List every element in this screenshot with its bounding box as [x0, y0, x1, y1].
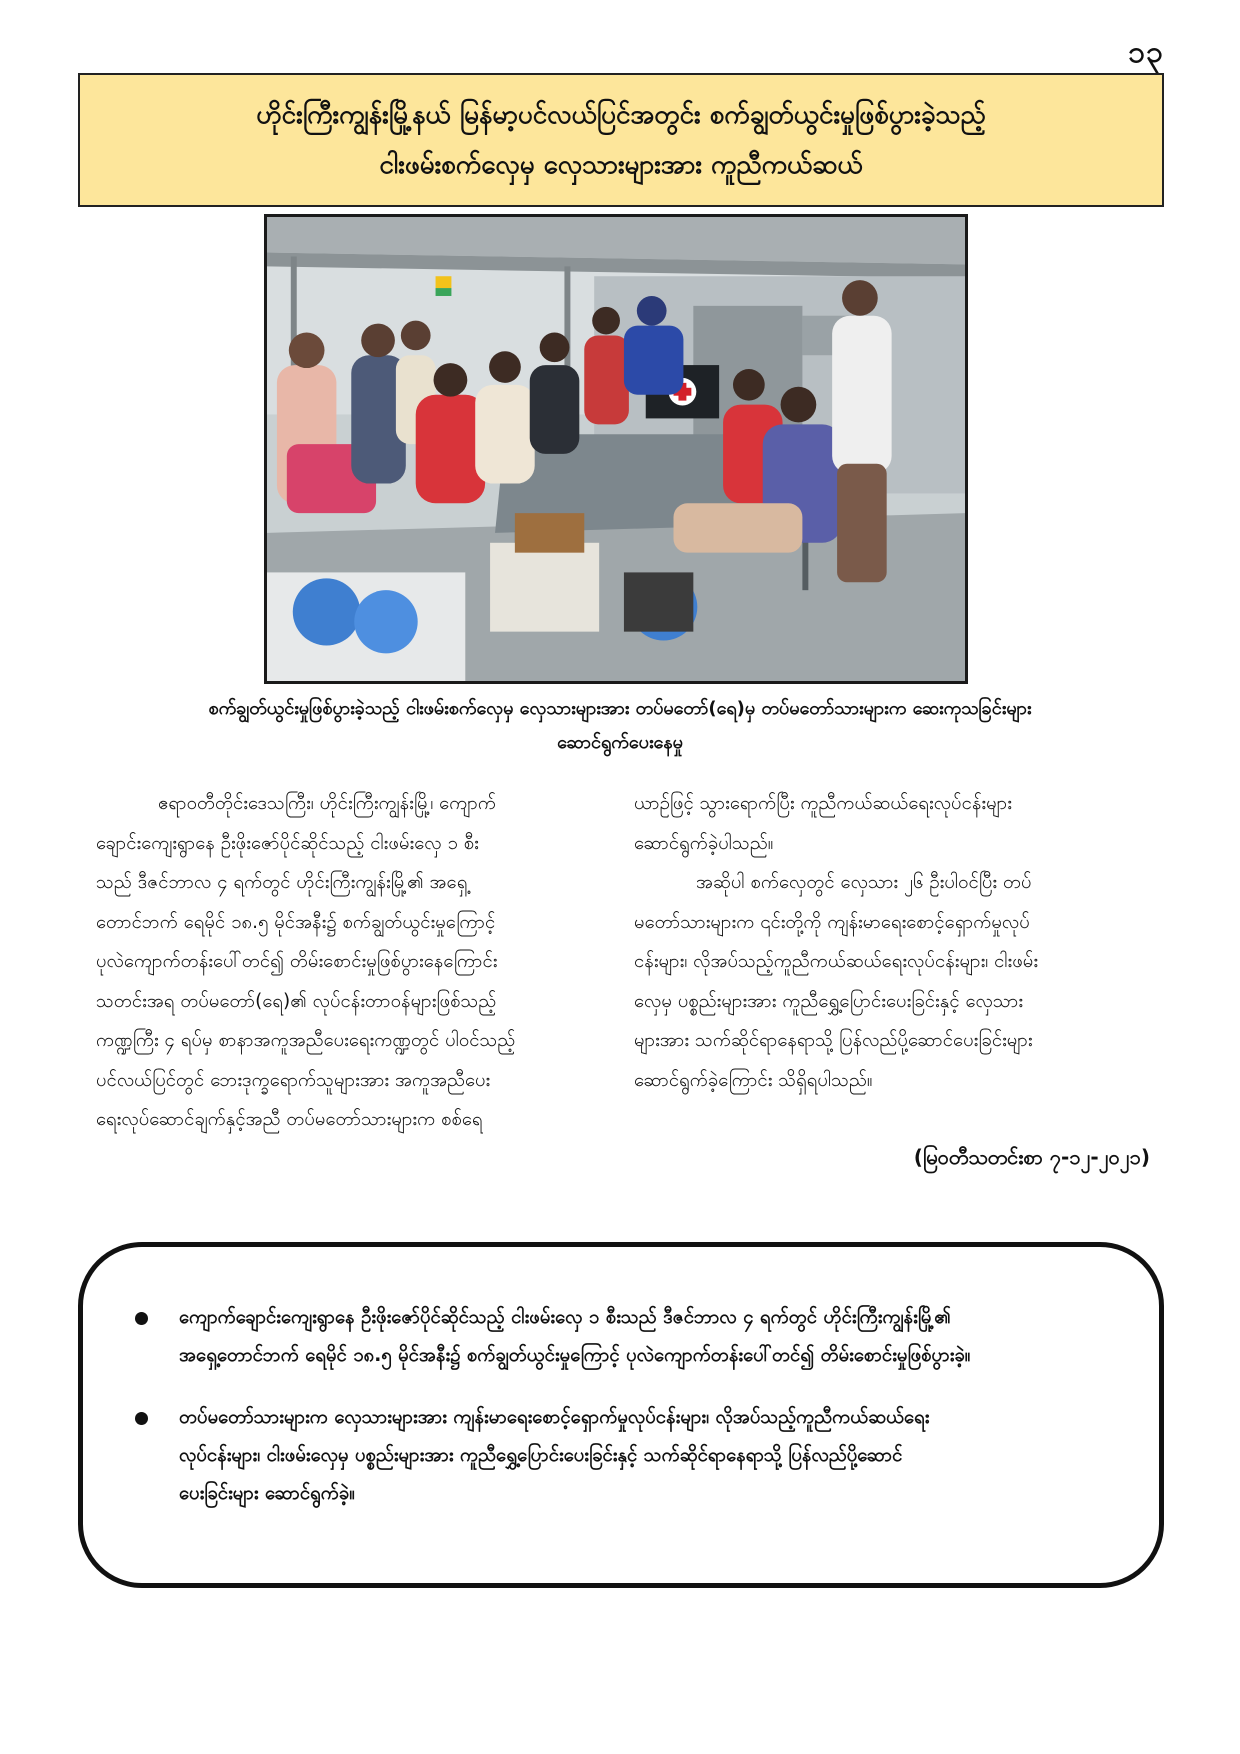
headline-line-1: ဟိုင်းကြီးကျွန်းမြို့နယ် မြန်မာ့ပင်လယ်ပြင်အတွင်း စက်ချွတ်ယွင်းမှုဖြစ်ပွားခဲ့သည့် [256, 100, 986, 130]
boat-deck-illustration [267, 217, 965, 681]
summary-bullet [117, 1399, 1125, 1513]
article-line: ဧရာဝတီတိုင်းဒေသကြီး၊ ဟိုင်းကြီးကျွန်းမြို့၊ ကျောက် [158, 793, 496, 814]
article-line: ပင်လယ်ပြင်တွင် ဘေးဒုက္ခရောက်သူများအား အကူအညီပေး [96, 1069, 491, 1091]
article-line: လှေမှ ပစ္စည်းများအား ကူညီရွှေ့ပြောင်းပေးခြင်းနှင့် လှေသား [634, 990, 1024, 1012]
headline-line-2: ငါးဖမ်းစက်လှေမှ လှေသားများအား ကူညီကယ်ဆယ် [379, 150, 863, 180]
summary-bullet [117, 1299, 1125, 1375]
caption-line-1: စက်ချွတ်ယွင်းမှုဖြစ်ပွားခဲ့သည့် ငါးဖမ်းစက်လှေမှ လှေသားများအား တပ်မတော်(ရေ)မှ တပ်မတော်သားများက ဆေးကုသခြင်းများ [208, 698, 1032, 719]
bullet-icon [135, 1412, 148, 1425]
article-column-left [96, 784, 606, 1140]
news-photo [264, 214, 968, 684]
summary-line: အရှေ့တောင်ဘက် ရေမိုင် ၁၈.၅ မိုင်အနီး၌ စက်ချွတ်ယွင်းမှုကြောင့် ပုလဲကျောက်တန်းပေါ်တင်၍ တိမ်းစောင်းမှုဖြစ်ပွားခဲ့။ [179, 1345, 971, 1366]
article-line: ဆောင်ရွက်ခဲ့ပါသည်။ [634, 832, 774, 854]
article-line: ငန်းများ၊ လိုအပ်သည့်ကူညီကယ်ဆယ်ရေးလုပ်ငန်းများ၊ ငါးဖမ်း [634, 951, 1039, 972]
photo-caption [60, 692, 1180, 760]
article-line: အဆိုပါ စက်လှေတွင် လှေသား ၂၆ ဦးပါဝင်ပြီး တပ် [696, 872, 1032, 893]
summary-line: လုပ်ငန်းများ၊ ငါးဖမ်းလှေမှ ပစ္စည်းများအား ကူညီရွှေ့ပြောင်းပေးခြင်းနှင့် သက်ဆိုင်ရာနေရာသို့ ပြန်လည်ပို့ဆောင် [179, 1445, 903, 1466]
page-number: ၁၃ [1128, 35, 1164, 70]
article-line: သတင်းအရ တပ်မတော်(ရေ)၏ လုပ်ငန်းတာဝန်များဖြစ်သည့် [96, 990, 497, 1012]
article-source: (မြဝတီသတင်းစာ ၇-၁၂-၂၀၂၁) [913, 1145, 1150, 1169]
summary-line: ပေးခြင်းများ ဆောင်ရွက်ခဲ့။ [179, 1483, 355, 1504]
summary-line: တပ်မတော်သားများက လှေသားများအား ကျန်းမာရေးစောင့်ရှောက်မှုလုပ်ငန်းများ၊ လိုအပ်သည့်ကူညီကယ်ဆယ်ရေး [179, 1407, 930, 1428]
caption-line-2: ဆောင်ရွက်ပေးနေမှု [557, 732, 683, 753]
headline-box [78, 73, 1164, 207]
summary-line: ကျောက်ချောင်းကျေးရွာနေ ဦးဖိုးဇော်ပိုင်ဆိုင်သည့် ငါးဖမ်းလှေ ၁ စီးသည် ဒီဇင်ဘာလ ၄ ရက်တွင် ဟိုင်းကြီးကျွန်းမြို့၏ [179, 1307, 951, 1328]
bullet-icon [135, 1312, 148, 1325]
article-line: ကဏ္ဍကြီး ၄ ရပ်မှ စာနာအကူအညီပေးရေးကဏ္ဍတွင် ပါဝင်သည့် [96, 1030, 516, 1051]
article-line: များအား သက်ဆိုင်ရာနေရာသို့ ပြန်လည်ပို့ဆောင်ပေးခြင်းများ [634, 1030, 1033, 1051]
summary-box [78, 1242, 1164, 1588]
article-line: သည် ဒီဇင်ဘာလ ၄ ရက်တွင် ဟိုင်းကြီးကျွန်းမြို့၏ အရှေ့ [96, 872, 468, 893]
article-line: ဆောင်ရွက်ခဲ့ကြောင်း သိရှိရပါသည်။ [634, 1069, 873, 1091]
article-line: ယာဉ်ဖြင့် သွားရောက်ပြီး ကူညီကယ်ဆယ်ရေးလုပ်ငန်းများ [634, 793, 1012, 814]
article-line: ရေးလုပ်ဆောင်ချက်နှင့်အညီ တပ်မတော်သားများက စစ်ရေ [96, 1109, 483, 1130]
article-line: ချောင်းကျေးရွာနေ ဦးဖိုးဇော်ပိုင်ဆိုင်သည့် ငါးဖမ်းလှေ ၁ စီး [96, 832, 479, 854]
article-column-right [634, 784, 1152, 1100]
article-line: တောင်ဘက် ရေမိုင် ၁၈.၅ မိုင်အနီး၌ စက်ချွတ်ယွင်းမှုကြောင့် [96, 911, 496, 933]
article-line: မတော်သားများက ၎င်းတို့ကို ကျန်းမာရေးစောင့်ရှောက်မှုလုပ် [634, 911, 1030, 933]
article-line: ပုလဲကျောက်တန်းပေါ်တင်၍ တိမ်းစောင်းမှုဖြစ်ပွားနေကြောင်း [96, 951, 498, 972]
